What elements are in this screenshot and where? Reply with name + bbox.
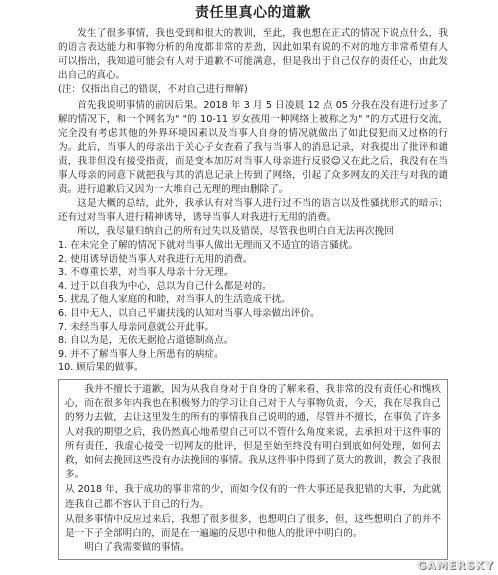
story-paragraph: 首先我说明事情的前因后果。2018 年 3 月 5 日凌晨 12 点 05 分我在没有进行过多了解的情况下，和一个网名为" "的 10-11 岁女孩用一种网络上被称之为" "的方式进行交流，完全没有考虑其他的外界环境因素以及当事人自身的情况就做出了如此侵犯而又过格的行为。此后，当事人的母亲出于关心子女查看了我与当事人的消息记录，对我提出了批评和谴责，我非但没有接受指责，而是变本加厉对当事人母亲进行反驳☺又在此之后，我没有在当事人母亲的同意下就把我与其的消息记录上传到了网络，引起了众多网友的关注与对我的谴责。进行道歉后又因为一大堆自己无理的理由删除了。 [58,100,448,195]
fault-item: 8. 自以为是，无依无据抢占道德制高点。 [58,335,234,347]
fault-item: 6. 目中无人，以自己平庸扶浅的认知对当事人母亲做出评价。 [58,307,320,319]
reflection-paragraph: 我并不擅长于道歉，因为从我自身对于自身的了解来看，我非常的没有责任心和愧疚心，而在很多年内我也在积极努力的学习让自己对于人与事物负责，今天，我在尽我自己的努力去做，去让这里发生的所有的事情我自己说明的通，尽管并不擅长，在事负了许多人对我的期望之后，我仍然真心地希望自己可以不管什么角度来说，去承担对于这件事的所有责任，我虚心接受一切网友的批评，但是至始至终没有明白到底如何处理，如何去救，如何去挽回这些没有办法挽回的事情。我从这件事中得到了莫大的教训，教会了我很多。 [65,383,441,481]
summary-paragraph: 这是大概的总结，此外，我承认有对当事人进行过不当的语言以及性骚扰形式的暗示；还有过对当事人进行精神诱导，诱导当事人对我进行无用的消费。 [58,198,448,223]
fault-item: 3. 不尊重长辈，对当事人母亲十分无理。 [58,267,234,279]
fault-item: 7. 未经当事人母亲同意就公开此事。 [58,321,215,333]
intro-paragraph: 发生了很多事情，我也受到和很大的教训，至此，我也想在正式的情况下说点什么，我的语言表达能力和事物分析的角度都非常的差劲，因此如果有说的不对的地方非常希望有人可以指出，我知道可能会有人对于道歉不可能满意，但是我出于自己仅存的责任心，由此发出自己的真心。 [58,28,448,81]
fault-list [58,239,448,375]
fault-item: 9. 并不了解当事人身上所患有的病症。 [58,348,224,360]
reflection-paragraph: 从很多事情中反应过来后，我想了很多很多，也想明白了很多，但，这些想明白了的并不是一下子全部明白的，而是在一遍遍的反思中和他人的批评中明白的。 [65,513,441,539]
intro-note: (注：仅指出自己的错误，不对自己进行辩解) [58,84,248,95]
fault-item: 10. 顾后果的做事。 [58,362,144,374]
faults-intro: 所以，我尽量归纳自己的所有过失以及错误，尽管我也明白自无法再次挽回 [77,226,394,237]
reflection-box [58,379,448,560]
fault-item: 1. 在未完全了解的情况下就对当事人做出无理而又不适宜的语言骚扰。 [58,240,359,251]
watermark-logo: GAMERSKY [417,559,494,572]
fault-item: 4. 过于以自我为中心，总以为自己什么都是对的。 [58,280,272,292]
fault-item: 2. 使用诱导语使当事人对我进行无用的消费。 [58,253,253,265]
reflection-paragraph: 从 2018 年，我于成功的事非常的少，而如今仅有的一件大事还是我犯错的大事，为此就连我自己都不容认于自己的行为。 [65,484,441,510]
document-title: 责任里真心的道歉 [195,5,311,21]
fault-item: 5. 扰乱了他人家庭的和睦，对当事人的生活造成干扰。 [58,294,291,306]
reflection-closing: 明白了我需要做的事情。 [84,542,190,554]
